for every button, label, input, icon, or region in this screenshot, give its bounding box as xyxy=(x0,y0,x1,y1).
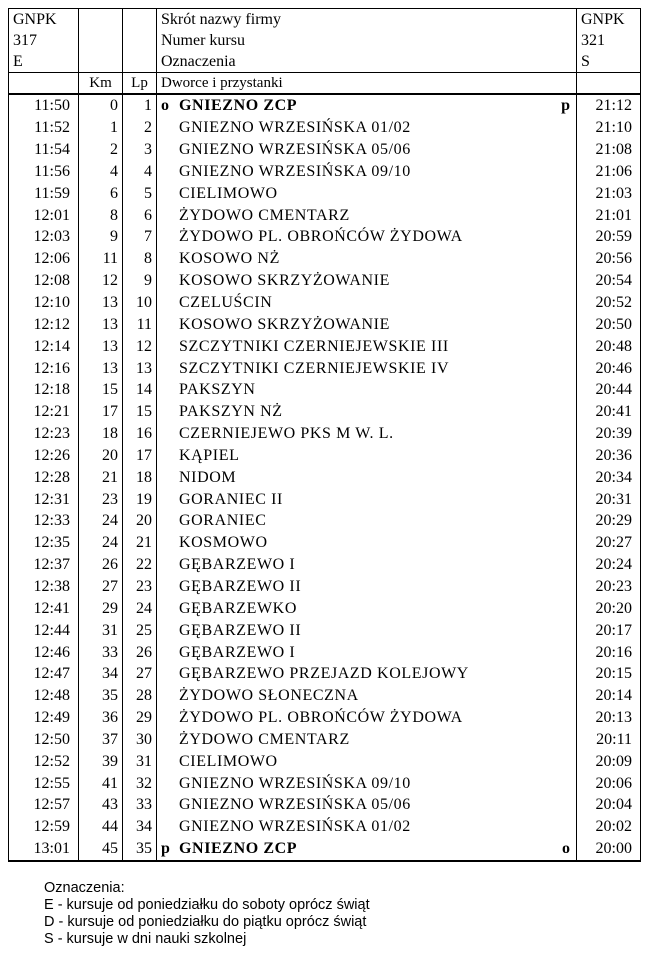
table-row xyxy=(9,94,641,117)
km-value: 33 xyxy=(79,641,123,663)
stop-name-cell xyxy=(157,597,577,619)
stop-name-cell xyxy=(157,226,577,248)
km-value: 1 xyxy=(79,117,123,139)
stop-name-cell xyxy=(157,750,577,772)
arrival-time: 20:24 xyxy=(577,554,641,576)
table-row xyxy=(9,532,641,554)
table-row xyxy=(9,117,641,139)
header-right-company: GNPK xyxy=(577,9,641,31)
km-value: 13 xyxy=(79,292,123,314)
arrival-time: 20:56 xyxy=(577,248,641,270)
table-row xyxy=(9,445,641,467)
departure-time: 12:01 xyxy=(9,204,79,226)
stop-name: GORANIEC xyxy=(179,512,267,530)
stop-number: 4 xyxy=(123,161,157,183)
stop-flag-right: o xyxy=(562,840,570,858)
arrival-time: 20:46 xyxy=(577,357,641,379)
departure-time: 11:54 xyxy=(9,139,79,161)
stop-number: 33 xyxy=(123,794,157,816)
table-row xyxy=(9,772,641,794)
km-value: 13 xyxy=(79,313,123,335)
arrival-time: 20:14 xyxy=(577,685,641,707)
arrival-time: 20:17 xyxy=(577,619,641,641)
stop-name-cell xyxy=(157,772,577,794)
departure-time: 12:31 xyxy=(9,488,79,510)
stop-name: CZELUŚCIN xyxy=(179,294,273,312)
table-row xyxy=(9,466,641,488)
stop-name-cell xyxy=(157,204,577,226)
table-row xyxy=(9,816,641,838)
stop-name: GNIEZNO WRZESIŃSKA 01/02 xyxy=(179,818,411,836)
arrival-time: 20:23 xyxy=(577,576,641,598)
arrival-time: 20:50 xyxy=(577,313,641,335)
km-value: 24 xyxy=(79,532,123,554)
departure-time: 12:03 xyxy=(9,226,79,248)
departure-time: 12:12 xyxy=(9,313,79,335)
column-km: Km xyxy=(79,73,123,95)
stop-name-cell xyxy=(157,685,577,707)
table-row xyxy=(9,401,641,423)
departure-time: 12:28 xyxy=(9,466,79,488)
stop-number: 9 xyxy=(123,270,157,292)
departure-time: 11:56 xyxy=(9,161,79,183)
stop-name-cell xyxy=(157,532,577,554)
stop-number: 29 xyxy=(123,707,157,729)
stop-number: 17 xyxy=(123,445,157,467)
stop-name: SZCZYTNIKI CZERNIEJEWSKIE III xyxy=(179,337,449,355)
table-row xyxy=(9,794,641,816)
legend-title: Oznaczenia: xyxy=(44,880,125,896)
stop-name: ŻYDOWO CMENTARZ xyxy=(179,206,350,224)
header-row-course xyxy=(9,30,641,51)
stop-number: 34 xyxy=(123,816,157,838)
stop-number: 8 xyxy=(123,248,157,270)
stop-number: 27 xyxy=(123,663,157,685)
stop-number: 22 xyxy=(123,554,157,576)
stop-number: 13 xyxy=(123,357,157,379)
header-left-mark: E xyxy=(9,51,79,73)
stop-name-cell xyxy=(157,554,577,576)
stop-name-cell xyxy=(157,161,577,183)
departure-time: 13:01 xyxy=(9,838,79,861)
stop-name: GNIEZNO ZCP xyxy=(179,840,298,858)
stop-name: CZERNIEJEWO PKS M W. L. xyxy=(179,425,394,443)
km-value: 21 xyxy=(79,466,123,488)
stop-name: GĘBARZEWO PRZEJAZD KOLEJOWY xyxy=(179,665,469,683)
stop-name: KOSOWO SKRZYŻOWANIE xyxy=(179,272,390,290)
stop-name: GORANIEC II xyxy=(179,490,283,508)
stop-name-cell xyxy=(157,357,577,379)
arrival-time: 21:08 xyxy=(577,139,641,161)
departure-time: 12:47 xyxy=(9,663,79,685)
stop-name: GĘBARZEWO I xyxy=(179,643,296,661)
table-row xyxy=(9,707,641,729)
table-row xyxy=(9,423,641,445)
header-row-company xyxy=(9,9,641,31)
stop-number: 7 xyxy=(123,226,157,248)
stop-name-cell xyxy=(157,117,577,139)
stop-name-cell xyxy=(157,641,577,663)
stop-name: SZCZYTNIKI CZERNIEJEWSKIE IV xyxy=(179,359,450,377)
table-row xyxy=(9,204,641,226)
stop-name-cell xyxy=(157,816,577,838)
departure-time: 12:52 xyxy=(9,750,79,772)
departure-time: 12:46 xyxy=(9,641,79,663)
table-row xyxy=(9,357,641,379)
table-row xyxy=(9,597,641,619)
departure-time: 12:59 xyxy=(9,816,79,838)
arrival-time: 20:04 xyxy=(577,794,641,816)
stop-number: 6 xyxy=(123,204,157,226)
stop-name-cell xyxy=(157,576,577,598)
arrival-time: 20:11 xyxy=(577,728,641,750)
stop-name: NIDOM xyxy=(179,468,237,486)
departure-time: 12:50 xyxy=(9,728,79,750)
stop-number: 10 xyxy=(123,292,157,314)
table-row xyxy=(9,576,641,598)
stop-name-cell xyxy=(157,794,577,816)
departure-time: 12:10 xyxy=(9,292,79,314)
table-row xyxy=(9,313,641,335)
stop-name: PAKSZYN NŻ xyxy=(179,403,283,421)
departure-time: 12:49 xyxy=(9,707,79,729)
column-stops: Dworce i przystanki xyxy=(157,73,577,95)
stop-name: PAKSZYN xyxy=(179,381,256,399)
stop-name: KOSOWO NŻ xyxy=(179,250,280,268)
table-row xyxy=(9,488,641,510)
table-row xyxy=(9,838,641,861)
stop-name-cell xyxy=(157,270,577,292)
arrival-time: 20:00 xyxy=(577,838,641,861)
km-value: 23 xyxy=(79,488,123,510)
legend-item-s: S - kursuje w dni nauki szkolnej xyxy=(44,931,247,947)
stop-name: GĘBARZEWO II xyxy=(179,577,302,595)
stop-name-cell xyxy=(157,379,577,401)
table-row xyxy=(9,619,641,641)
km-value: 36 xyxy=(79,707,123,729)
stop-name: KOSMOWO xyxy=(179,534,268,552)
stop-name: ŻYDOWO PL. OBROŃCÓW ŻYDOWA xyxy=(179,709,463,727)
table-row xyxy=(9,335,641,357)
departure-time: 12:35 xyxy=(9,532,79,554)
header-left-company: GNPK xyxy=(9,9,79,31)
departure-time: 12:23 xyxy=(9,423,79,445)
stop-name: GĘBARZEWO I xyxy=(179,556,296,574)
km-value: 41 xyxy=(79,772,123,794)
departure-time: 11:59 xyxy=(9,182,79,204)
table-row xyxy=(9,248,641,270)
departure-time: 12:48 xyxy=(9,685,79,707)
legend xyxy=(44,880,370,948)
table-row xyxy=(9,292,641,314)
stop-number: 5 xyxy=(123,182,157,204)
stop-number: 19 xyxy=(123,488,157,510)
stop-name: GNIEZNO WRZESIŃSKA 05/06 xyxy=(179,796,411,814)
km-value: 13 xyxy=(79,335,123,357)
stop-name-cell xyxy=(157,707,577,729)
km-value: 34 xyxy=(79,663,123,685)
stop-number: 28 xyxy=(123,685,157,707)
km-value: 13 xyxy=(79,357,123,379)
arrival-time: 20:48 xyxy=(577,335,641,357)
km-value: 44 xyxy=(79,816,123,838)
header-left-course: 317 xyxy=(9,30,79,51)
stop-number: 31 xyxy=(123,750,157,772)
stop-name-cell xyxy=(157,423,577,445)
km-value: 6 xyxy=(79,182,123,204)
stop-flag-left: o xyxy=(161,97,169,115)
stop-number: 35 xyxy=(123,838,157,861)
departure-time: 12:06 xyxy=(9,248,79,270)
stop-name-cell xyxy=(157,182,577,204)
stop-number: 18 xyxy=(123,466,157,488)
stop-number: 25 xyxy=(123,619,157,641)
departure-time: 12:21 xyxy=(9,401,79,423)
km-value: 2 xyxy=(79,139,123,161)
stop-name-cell xyxy=(157,510,577,532)
table-row xyxy=(9,641,641,663)
arrival-time: 21:10 xyxy=(577,117,641,139)
km-value: 9 xyxy=(79,226,123,248)
legend-item-d: D - kursuje od poniedziałku do piątku oprócz świąt xyxy=(44,914,367,930)
departure-time: 12:41 xyxy=(9,597,79,619)
departure-time: 12:37 xyxy=(9,554,79,576)
stop-name-cell xyxy=(157,728,577,750)
stop-number: 12 xyxy=(123,335,157,357)
stop-number: 24 xyxy=(123,597,157,619)
arrival-time: 20:02 xyxy=(577,816,641,838)
stop-flag-right: p xyxy=(561,97,570,115)
stop-number: 15 xyxy=(123,401,157,423)
stop-name: GNIEZNO WRZESIŃSKA 09/10 xyxy=(179,162,411,180)
km-value: 20 xyxy=(79,445,123,467)
stop-name: GNIEZNO WRZESIŃSKA 09/10 xyxy=(179,774,411,792)
table-row xyxy=(9,182,641,204)
arrival-time: 20:13 xyxy=(577,707,641,729)
header-course-label: Numer kursu xyxy=(157,30,577,51)
stop-name-cell xyxy=(157,619,577,641)
table-row xyxy=(9,226,641,248)
departure-time: 12:44 xyxy=(9,619,79,641)
km-value: 0 xyxy=(79,94,123,117)
stop-flag-left: p xyxy=(161,840,170,858)
stop-name: CIELIMOWO xyxy=(179,752,278,770)
stop-name: GNIEZNO ZCP xyxy=(179,97,298,115)
arrival-time: 20:06 xyxy=(577,772,641,794)
km-value: 17 xyxy=(79,401,123,423)
stop-name: ŻYDOWO SŁONECZNA xyxy=(179,687,359,705)
arrival-time: 20:27 xyxy=(577,532,641,554)
stop-name-cell xyxy=(157,248,577,270)
header-right-mark: S xyxy=(577,51,641,73)
departure-time: 11:50 xyxy=(9,94,79,117)
km-value: 18 xyxy=(79,423,123,445)
column-lp: Lp xyxy=(123,73,157,95)
arrival-time: 20:54 xyxy=(577,270,641,292)
stop-name: KOSOWO SKRZYŻOWANIE xyxy=(179,315,390,333)
arrival-time: 20:36 xyxy=(577,445,641,467)
stop-number: 16 xyxy=(123,423,157,445)
stop-name-cell xyxy=(157,488,577,510)
km-value: 35 xyxy=(79,685,123,707)
legend-item-e: E - kursuje od poniedziałku do soboty oprócz świąt xyxy=(44,897,370,913)
arrival-time: 21:03 xyxy=(577,182,641,204)
stop-name: GĘBARZEWO II xyxy=(179,621,302,639)
stop-number: 32 xyxy=(123,772,157,794)
stop-name: ŻYDOWO CMENTARZ xyxy=(179,730,350,748)
arrival-time: 20:15 xyxy=(577,663,641,685)
arrival-time: 20:34 xyxy=(577,466,641,488)
stop-number: 30 xyxy=(123,728,157,750)
stop-number: 26 xyxy=(123,641,157,663)
arrival-time: 20:31 xyxy=(577,488,641,510)
km-value: 29 xyxy=(79,597,123,619)
stop-number: 3 xyxy=(123,139,157,161)
timetable xyxy=(8,8,641,862)
stop-name-cell xyxy=(157,401,577,423)
stop-number: 14 xyxy=(123,379,157,401)
km-value: 26 xyxy=(79,554,123,576)
stop-name: GNIEZNO WRZESIŃSKA 01/02 xyxy=(179,119,411,137)
stop-name-cell xyxy=(157,313,577,335)
table-row xyxy=(9,750,641,772)
km-value: 24 xyxy=(79,510,123,532)
departure-time: 12:57 xyxy=(9,794,79,816)
table-row xyxy=(9,139,641,161)
table-row xyxy=(9,663,641,685)
stop-name-cell xyxy=(157,335,577,357)
stop-name-cell xyxy=(157,838,577,861)
stop-number: 1 xyxy=(123,94,157,117)
departure-time: 12:55 xyxy=(9,772,79,794)
stop-name: ŻYDOWO PL. OBROŃCÓW ŻYDOWA xyxy=(179,228,463,246)
arrival-time: 20:59 xyxy=(577,226,641,248)
departure-time: 12:26 xyxy=(9,445,79,467)
km-value: 31 xyxy=(79,619,123,641)
departure-time: 12:14 xyxy=(9,335,79,357)
table-row xyxy=(9,379,641,401)
departure-time: 12:38 xyxy=(9,576,79,598)
stop-name: CIELIMOWO xyxy=(179,184,278,202)
table-row xyxy=(9,685,641,707)
departure-time: 11:52 xyxy=(9,117,79,139)
arrival-time: 20:20 xyxy=(577,597,641,619)
stop-number: 20 xyxy=(123,510,157,532)
stop-number: 11 xyxy=(123,313,157,335)
table-row xyxy=(9,554,641,576)
stop-name: KĄPIEL xyxy=(179,446,240,464)
km-value: 15 xyxy=(79,379,123,401)
arrival-time: 20:39 xyxy=(577,423,641,445)
departure-time: 12:33 xyxy=(9,510,79,532)
stop-name-cell xyxy=(157,94,577,117)
header-row-marks xyxy=(9,51,641,73)
arrival-time: 20:52 xyxy=(577,292,641,314)
stop-name-cell xyxy=(157,292,577,314)
column-header-row xyxy=(9,73,641,95)
arrival-time: 20:44 xyxy=(577,379,641,401)
arrival-time: 20:29 xyxy=(577,510,641,532)
arrival-time: 21:12 xyxy=(577,94,641,117)
departure-time: 12:16 xyxy=(9,357,79,379)
stop-name-cell xyxy=(157,663,577,685)
stop-name-cell xyxy=(157,466,577,488)
header-marks-label: Oznaczenia xyxy=(157,51,577,73)
km-value: 11 xyxy=(79,248,123,270)
stop-name: GNIEZNO WRZESIŃSKA 05/06 xyxy=(179,141,411,159)
table-row xyxy=(9,161,641,183)
departure-time: 12:18 xyxy=(9,379,79,401)
departure-time: 12:08 xyxy=(9,270,79,292)
table-row xyxy=(9,270,641,292)
km-value: 8 xyxy=(79,204,123,226)
arrival-time: 20:09 xyxy=(577,750,641,772)
header-right-course: 321 xyxy=(577,30,641,51)
arrival-time: 20:41 xyxy=(577,401,641,423)
stop-number: 21 xyxy=(123,532,157,554)
km-value: 4 xyxy=(79,161,123,183)
stop-number: 2 xyxy=(123,117,157,139)
km-value: 43 xyxy=(79,794,123,816)
table-row xyxy=(9,510,641,532)
stop-name-cell xyxy=(157,445,577,467)
arrival-time: 20:16 xyxy=(577,641,641,663)
stop-number: 23 xyxy=(123,576,157,598)
km-value: 37 xyxy=(79,728,123,750)
km-value: 27 xyxy=(79,576,123,598)
stop-name: GĘBARZEWKO xyxy=(179,599,297,617)
table-row xyxy=(9,728,641,750)
km-value: 39 xyxy=(79,750,123,772)
header-company-label: Skrót nazwy firmy xyxy=(157,9,577,31)
km-value: 12 xyxy=(79,270,123,292)
km-value: 45 xyxy=(79,838,123,861)
stop-name-cell xyxy=(157,139,577,161)
arrival-time: 21:01 xyxy=(577,204,641,226)
arrival-time: 21:06 xyxy=(577,161,641,183)
